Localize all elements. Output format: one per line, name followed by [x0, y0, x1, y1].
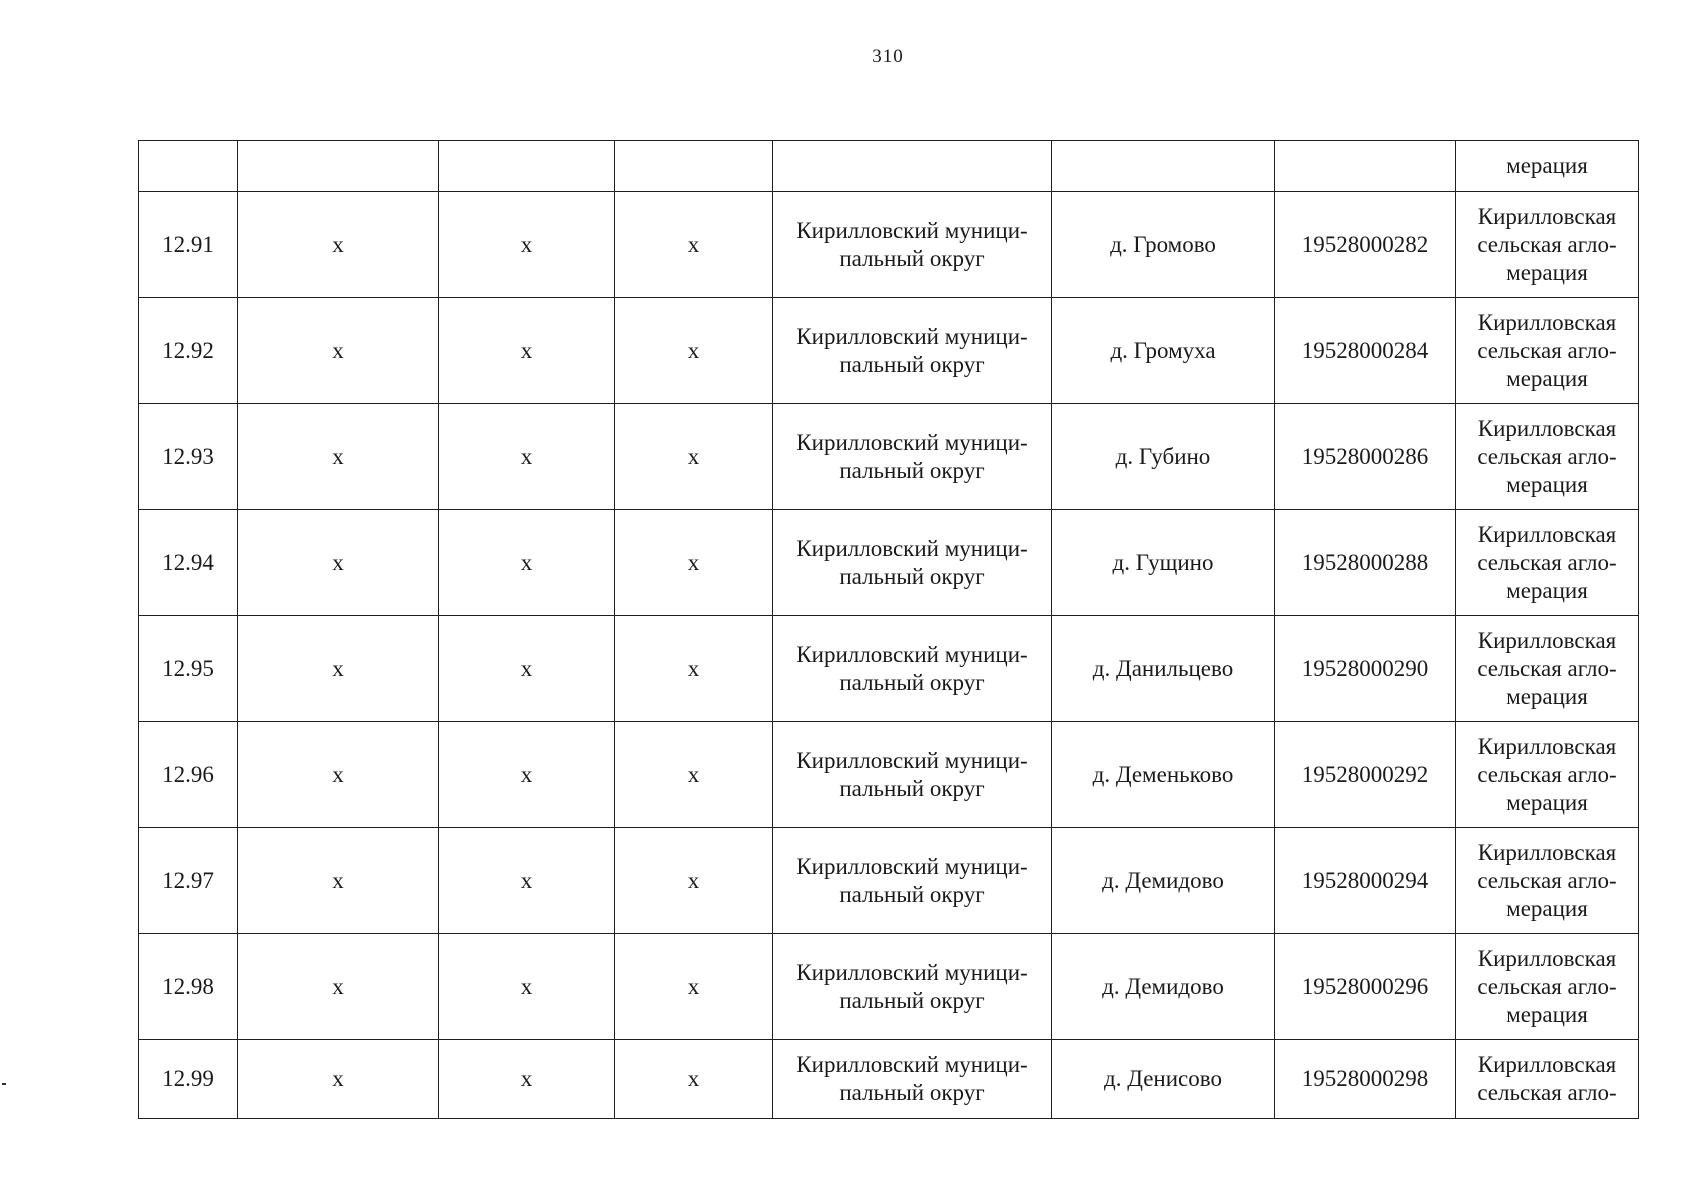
table-body: [139, 141, 1639, 1119]
row-number-cell: 12.97: [139, 828, 238, 934]
row-number-cell: 12.93: [139, 404, 238, 510]
settlement-cell: д. Громово: [1052, 192, 1275, 298]
code-cell: 19528000284: [1275, 298, 1456, 404]
table-cell: [439, 141, 615, 192]
row-number-cell: 12.95: [139, 616, 238, 722]
table-row: [139, 192, 1639, 298]
table-row: [139, 722, 1639, 828]
x-mark-cell: х: [615, 828, 773, 934]
table-cell: [139, 141, 238, 192]
x-mark-cell: х: [439, 616, 615, 722]
table-cell: [615, 141, 773, 192]
district-cell: Кирилловский муници-пальный округ: [773, 828, 1052, 934]
settlement-cell: д. Деменьково: [1052, 722, 1275, 828]
table-row: [139, 404, 1639, 510]
table-row: [139, 934, 1639, 1040]
x-mark-cell: х: [238, 192, 439, 298]
x-mark-cell: х: [238, 510, 439, 616]
x-mark-cell: х: [615, 510, 773, 616]
continuation-row: [139, 141, 1639, 192]
settlements-table: [138, 140, 1639, 1119]
district-cell: Кирилловский муници-пальный округ: [773, 192, 1052, 298]
table-cell: [1275, 141, 1456, 192]
agglomeration-cell: Кирилловская сельская агло-мерация: [1456, 934, 1639, 1040]
agglomeration-cell: Кирилловская сельская агло-мерация: [1456, 722, 1639, 828]
district-cell: Кирилловский муници-пальный округ: [773, 510, 1052, 616]
table-row: [139, 510, 1639, 616]
agglomeration-cell: Кирилловская сельская агло-: [1456, 1040, 1639, 1119]
agglomeration-cell: Кирилловская сельская агло-мерация: [1456, 192, 1639, 298]
x-mark-cell: х: [615, 722, 773, 828]
x-mark-cell: х: [439, 404, 615, 510]
table-row: [139, 828, 1639, 934]
continuation-cell: мерация: [1456, 141, 1639, 192]
x-mark-cell: х: [238, 298, 439, 404]
x-mark-cell: х: [238, 1040, 439, 1119]
agglomeration-cell: Кирилловская сельская агло-мерация: [1456, 298, 1639, 404]
x-mark-cell: х: [238, 828, 439, 934]
district-cell: Кирилловский муници-пальный округ: [773, 934, 1052, 1040]
code-cell: 19528000282: [1275, 192, 1456, 298]
x-mark-cell: х: [439, 1040, 615, 1119]
agglomeration-cell: Кирилловская сельская агло-мерация: [1456, 616, 1639, 722]
row-number-cell: 12.94: [139, 510, 238, 616]
settlement-cell: д. Гущино: [1052, 510, 1275, 616]
table-row: [139, 616, 1639, 722]
code-cell: 19528000298: [1275, 1040, 1456, 1119]
table-cell: [238, 141, 439, 192]
x-mark-cell: х: [615, 192, 773, 298]
code-cell: 19528000290: [1275, 616, 1456, 722]
x-mark-cell: х: [615, 1040, 773, 1119]
code-cell: 19528000288: [1275, 510, 1456, 616]
row-number-cell: 12.91: [139, 192, 238, 298]
district-cell: Кирилловский муници-пальный округ: [773, 722, 1052, 828]
scan-edge-mark: [2, 1083, 6, 1085]
x-mark-cell: х: [615, 298, 773, 404]
row-number-cell: 12.96: [139, 722, 238, 828]
x-mark-cell: х: [238, 404, 439, 510]
table-row: [139, 1040, 1639, 1119]
x-mark-cell: х: [439, 722, 615, 828]
agglomeration-cell: Кирилловская сельская агло-мерация: [1456, 510, 1639, 616]
settlement-cell: д. Данильцево: [1052, 616, 1275, 722]
table-cell: [1052, 141, 1275, 192]
code-cell: 19528000296: [1275, 934, 1456, 1040]
x-mark-cell: х: [238, 934, 439, 1040]
settlement-cell: д. Губино: [1052, 404, 1275, 510]
settlement-cell: д. Демидово: [1052, 934, 1275, 1040]
x-mark-cell: х: [615, 404, 773, 510]
settlement-cell: д. Денисово: [1052, 1040, 1275, 1119]
row-number-cell: 12.98: [139, 934, 238, 1040]
x-mark-cell: х: [615, 934, 773, 1040]
x-mark-cell: х: [439, 828, 615, 934]
code-cell: 19528000294: [1275, 828, 1456, 934]
settlement-cell: д. Громуха: [1052, 298, 1275, 404]
code-cell: 19528000292: [1275, 722, 1456, 828]
page-number: 310: [872, 46, 904, 67]
row-number-cell: 12.92: [139, 298, 238, 404]
district-cell: Кирилловский муници-пальный округ: [773, 404, 1052, 510]
x-mark-cell: х: [439, 510, 615, 616]
x-mark-cell: х: [615, 616, 773, 722]
x-mark-cell: х: [439, 934, 615, 1040]
row-number-cell: 12.99: [139, 1040, 238, 1119]
table-cell: [773, 141, 1052, 192]
x-mark-cell: х: [238, 722, 439, 828]
settlement-cell: д. Демидово: [1052, 828, 1275, 934]
x-mark-cell: х: [439, 298, 615, 404]
x-mark-cell: х: [439, 192, 615, 298]
code-cell: 19528000286: [1275, 404, 1456, 510]
table-row: [139, 298, 1639, 404]
district-cell: Кирилловский муници-пальный округ: [773, 298, 1052, 404]
agglomeration-cell: Кирилловская сельская агло-мерация: [1456, 828, 1639, 934]
x-mark-cell: х: [238, 616, 439, 722]
agglomeration-cell: Кирилловская сельская агло-мерация: [1456, 404, 1639, 510]
district-cell: Кирилловский муници-пальный округ: [773, 616, 1052, 722]
district-cell: Кирилловский муници-пальный округ: [773, 1040, 1052, 1119]
